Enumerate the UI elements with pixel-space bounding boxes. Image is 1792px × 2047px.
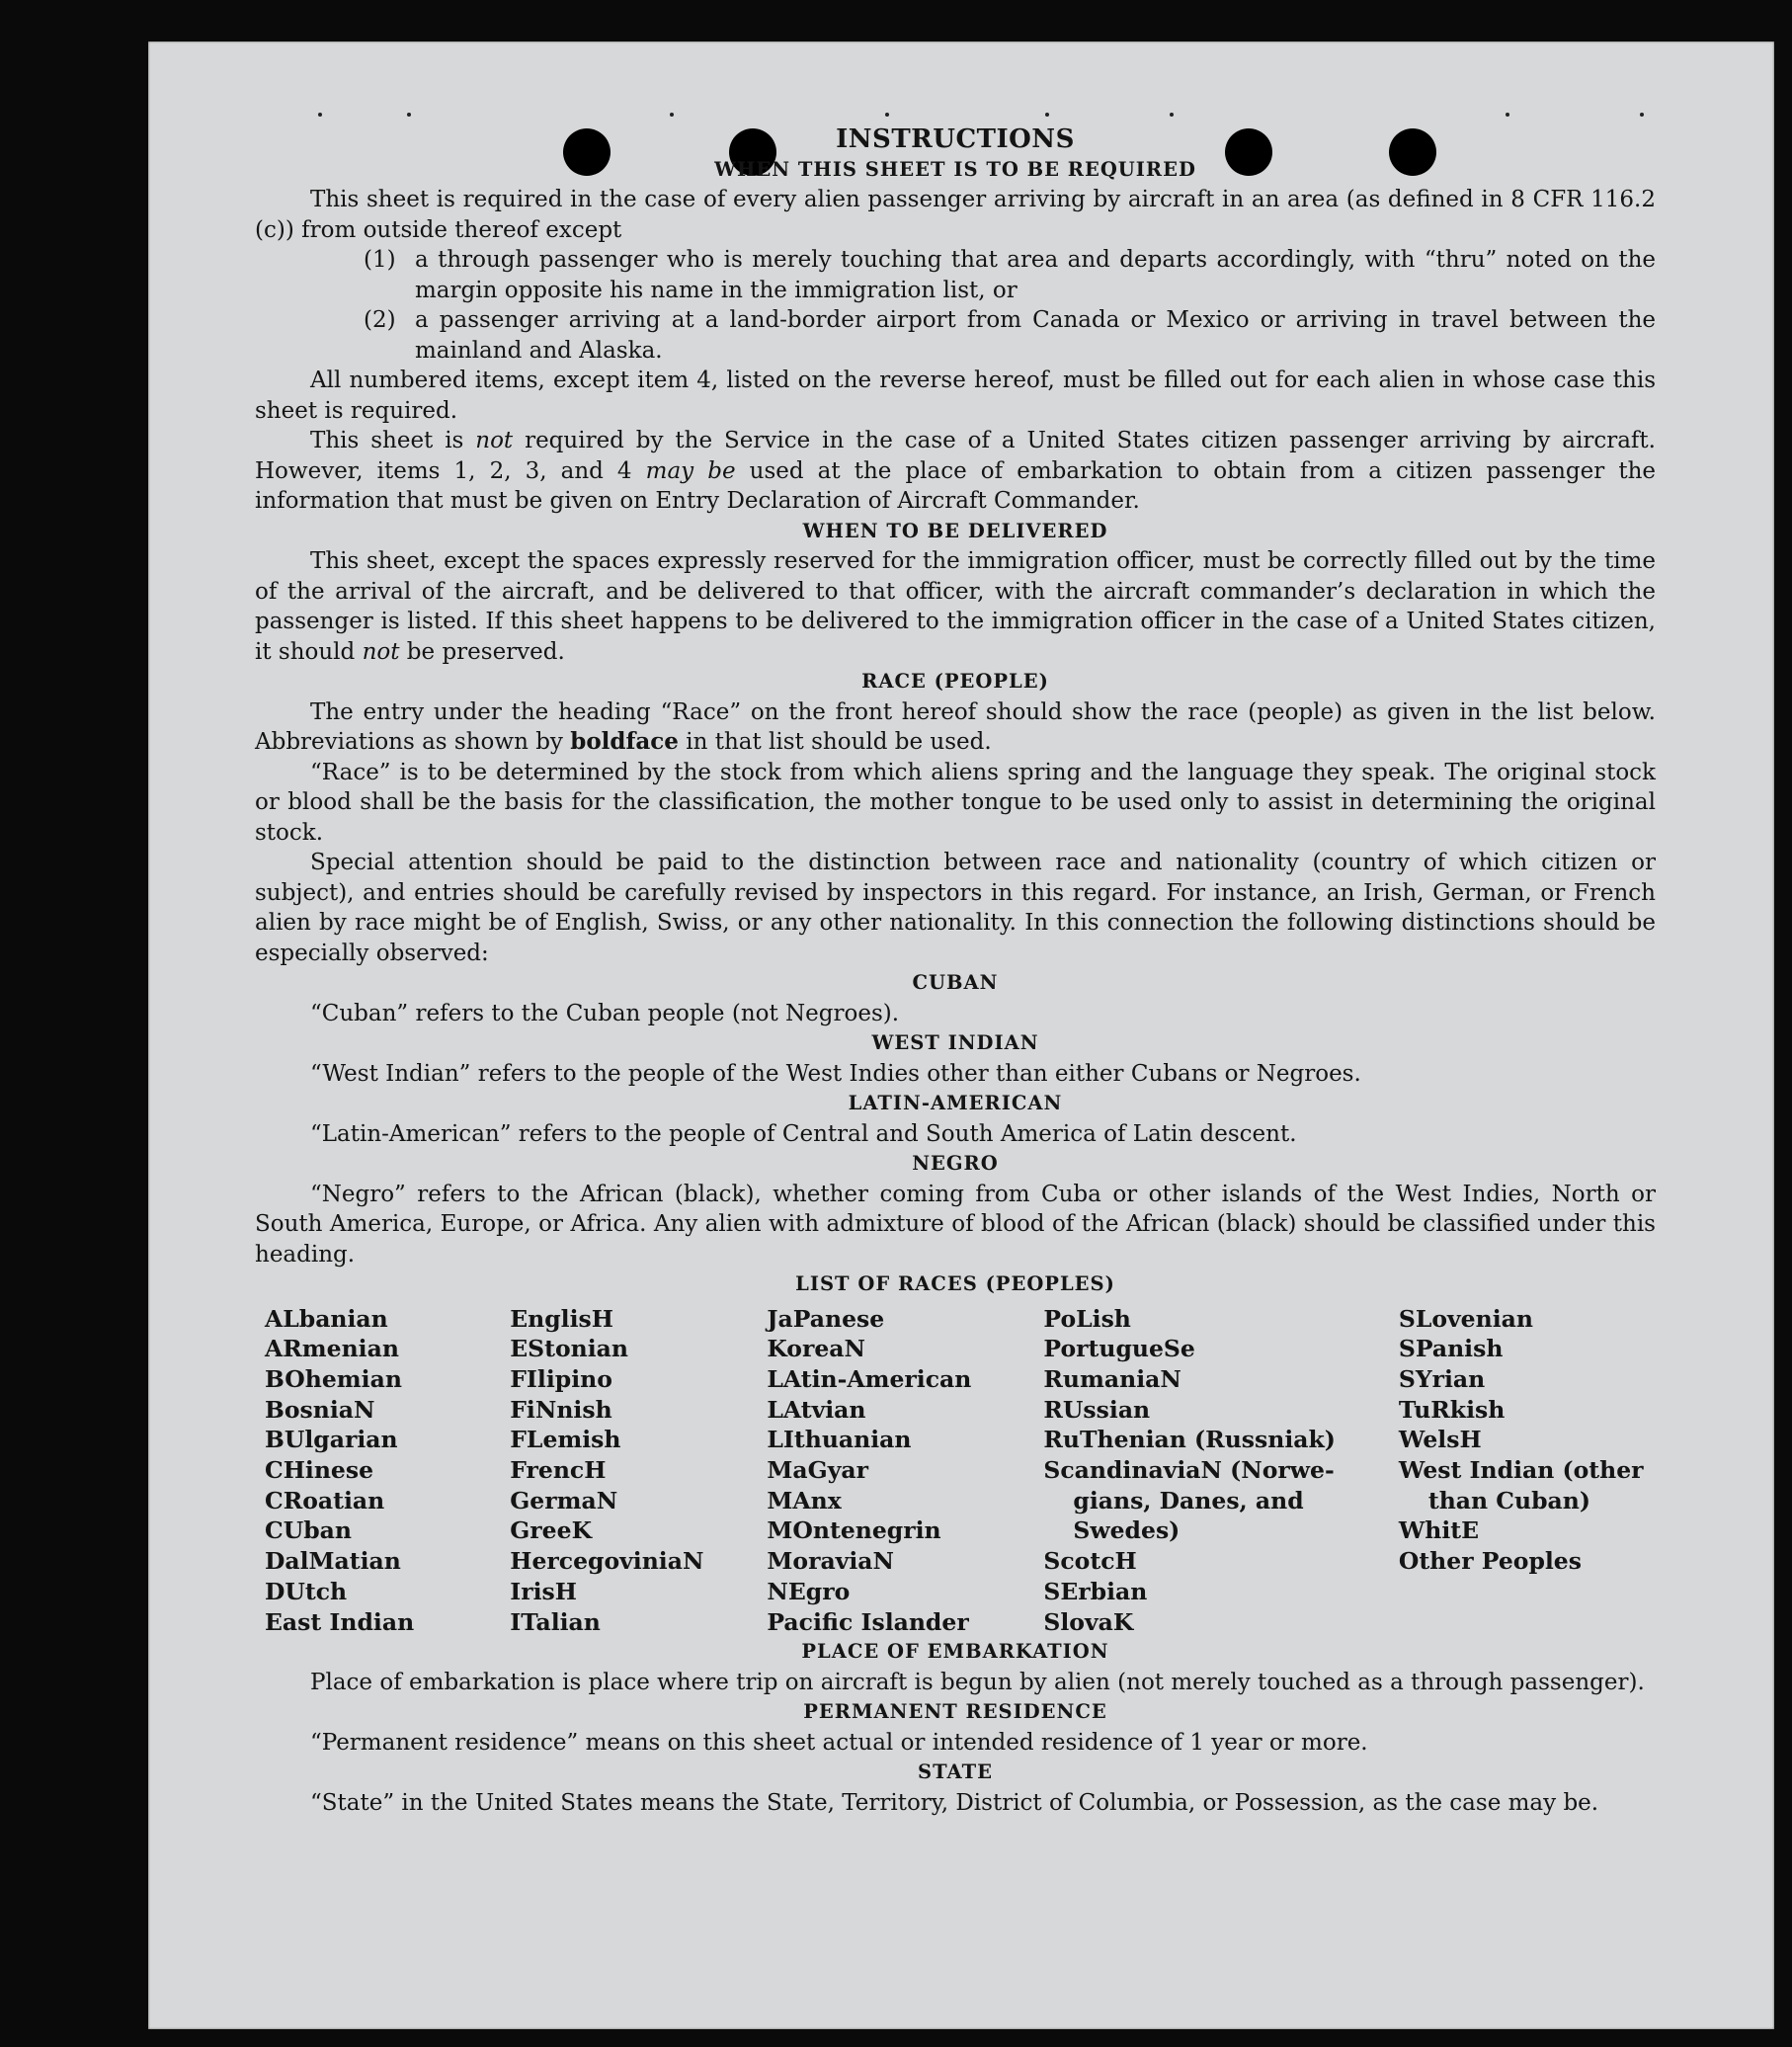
race-entry: MoraviaN <box>767 1547 894 1576</box>
section-heading: CUBAN <box>912 971 999 994</box>
race-entry: ALbanian <box>265 1304 388 1333</box>
race-entry: MOntenegrin <box>767 1516 941 1545</box>
paragraph: “Race” is to be determined by the stock from which aliens spring and the language they speak. The original stock or blood shall be the basis for the classification, the mother tongue to be used only to assist in determining the original stock. <box>255 759 1656 846</box>
race-entry: Swedes) <box>1073 1516 1181 1545</box>
race-entry: DalMatian <box>265 1547 401 1576</box>
race-entry: CUban <box>265 1516 352 1545</box>
section-heading: RACE (PEOPLE) <box>861 670 1049 693</box>
race-entry: LAtin-American <box>767 1364 972 1393</box>
race-entry: DUtch <box>265 1577 348 1605</box>
numbered-item <box>255 305 1656 366</box>
race-entry: than Cuban) <box>1427 1486 1590 1515</box>
race-entry: TuRkish <box>1398 1395 1506 1424</box>
paragraph: “Cuban” refers to the Cuban people (not Negroes). <box>310 1000 900 1026</box>
section-heading: LATIN-AMERICAN <box>848 1092 1063 1114</box>
race-entry: ARmenian <box>265 1335 399 1363</box>
section-heading: WEST INDIAN <box>871 1031 1039 1054</box>
race-entry: GreeK <box>510 1516 593 1545</box>
speck <box>885 113 889 117</box>
race-entry: SLovenian <box>1398 1304 1533 1333</box>
paragraph: The entry under the heading “Race” on the front hereof should show the race (people) as given in the list below. Abbreviations as shown by boldface in that list should be used. <box>255 698 1656 755</box>
paragraph: Special attention should be paid to the distinction between race and nationality (country of which citizen or subject), and entries should be carefully revised by inspectors in this regard. For instance, an Irish, German, or French alien by race might be of English, Swiss, or any other nationality. In this connection the following distinctions should be especially observed: <box>255 850 1656 966</box>
paragraph: “Negro” refers to the African (black), whether coming from Cuba or other islands of the West Indies, North or South America, Europe, or Africa. Any alien with admixture of blood of the African (black) should be classified under this heading. <box>255 1181 1656 1268</box>
paragraph: This sheet is required in the case of every alien passenger arriving by aircraft in an area (as defined in 8 CFR 116.2 (c)) from outside thereof except <box>255 187 1656 243</box>
race-entry: SPanish <box>1398 1335 1504 1363</box>
section-heading: PLACE OF EMBARKATION <box>801 1640 1109 1664</box>
speck <box>670 113 674 117</box>
race-column <box>1043 1304 1398 1638</box>
race-entry: FrencH <box>510 1456 607 1485</box>
race-entry: IrisH <box>510 1577 577 1605</box>
item-number: (1) <box>364 247 396 273</box>
race-column <box>767 1304 1043 1638</box>
race-entry: MAnx <box>767 1486 842 1515</box>
race-entry: SErbian <box>1043 1577 1148 1605</box>
race-entry: LIthuanian <box>767 1426 912 1454</box>
race-entry: FiNnish <box>510 1395 612 1424</box>
race-column <box>1399 1304 1656 1638</box>
race-entry: LAtvian <box>767 1395 866 1424</box>
race-entry: BOhemian <box>265 1364 402 1393</box>
speck <box>1045 113 1049 117</box>
section-heading: LIST OF RACES (PEOPLES) <box>795 1272 1115 1295</box>
paragraph: “State” in the United States means the State, Territory, District of Columbia, or Possession, as the case may be. <box>310 1789 1599 1816</box>
section-heading: STATE <box>918 1760 993 1784</box>
race-entry: BosniaN <box>265 1395 375 1424</box>
section-heading: NEGRO <box>912 1152 999 1175</box>
item-number: (2) <box>364 307 396 333</box>
paragraph: All numbered items, except item 4, listed on the reverse hereof, must be filled out for each alien in whose case this sheet is required. <box>255 368 1656 424</box>
race-entry: East Indian <box>265 1607 415 1636</box>
speck <box>1170 113 1174 117</box>
race-entry: ScandinaviaN (Norwe- <box>1043 1456 1335 1485</box>
race-entry: West Indian (other <box>1398 1456 1644 1485</box>
race-entry: FLemish <box>510 1426 621 1454</box>
numbered-item <box>255 245 1656 305</box>
section-heading: PERMANENT RESIDENCE <box>803 1700 1107 1724</box>
race-entry: RUssian <box>1043 1395 1151 1424</box>
paragraph: “Permanent residence” means on this sheet actual or intended residence of 1 year or more. <box>310 1729 1368 1756</box>
instructions-text <box>255 124 1656 1818</box>
race-entry: BUlgarian <box>265 1426 398 1454</box>
race-entry: Pacific Islander <box>767 1607 969 1636</box>
race-column <box>265 1304 510 1638</box>
speck <box>1640 113 1644 117</box>
paragraph: Place of embarkation is place where trip on aircraft is begun by alien (not merely touched as a through passenger). <box>310 1669 1645 1695</box>
race-entry: gians, Danes, and <box>1073 1486 1304 1515</box>
race-entry: HercegoviniaN <box>510 1547 704 1576</box>
page-title: INSTRUCTIONS <box>836 124 1075 154</box>
race-entry: JaPanese <box>767 1304 885 1333</box>
race-entry: ScotcH <box>1043 1547 1137 1576</box>
race-entry: GermaN <box>510 1486 618 1515</box>
paragraph: This sheet is not required by the Service in the case of a United States citizen passenger arriving by aircraft. However, items 1, 2, 3, and 4 may be used at the place of embarkation to obtain from a citizen passenger the information that must be given on Entry Declaration of Aircraft Commander. <box>255 428 1656 514</box>
item-text: a through passenger who is merely touching that area and departs accordingly, with “thru” noted on the margin opposite his name in the immigration list, or <box>415 247 1656 303</box>
race-entry: RumaniaN <box>1043 1364 1181 1393</box>
race-entry: RuThenian (Russniak) <box>1043 1426 1336 1454</box>
race-entry: WelsH <box>1398 1426 1482 1454</box>
race-entry: KoreaN <box>767 1335 866 1363</box>
item-text: a passenger arriving at a land-border airport from Canada or Mexico or arriving in travel between the mainland and Alaska. <box>415 307 1656 364</box>
race-entry: PoLish <box>1043 1304 1131 1333</box>
race-entry: CHinese <box>265 1456 374 1485</box>
race-entry: MaGyar <box>767 1456 868 1485</box>
paragraph: This sheet, except the spaces expressly reserved for the immigration officer, must be correctly filled out by the time of the arrival of the aircraft, and be delivered to that officer, with the aircraft commander’s declaration in which the passenger is listed. If this sheet happens to be delivered to the immigration officer in the case of a United States citizen, it should not be preserved. <box>255 548 1656 665</box>
speck <box>1506 113 1509 117</box>
race-entry: EStonian <box>510 1335 628 1363</box>
race-entry: EnglisH <box>510 1304 613 1333</box>
race-entry: CRoatian <box>265 1486 385 1515</box>
race-entry: WhitE <box>1398 1516 1480 1545</box>
race-entry: SYrian <box>1398 1364 1486 1393</box>
race-list <box>265 1304 1656 1638</box>
race-column <box>510 1304 767 1638</box>
speck <box>318 113 322 117</box>
race-entry: FIlipino <box>510 1364 612 1393</box>
race-entry: ITalian <box>510 1607 601 1636</box>
race-entry: NEgro <box>767 1577 851 1605</box>
race-entry: Other Peoples <box>1398 1547 1582 1576</box>
speck <box>407 113 411 117</box>
race-entry: SlovaK <box>1043 1607 1134 1636</box>
section-heading: WHEN TO BE DELIVERED <box>802 519 1108 542</box>
paragraph: “Latin-American” refers to the people of Central and South America of Latin descent. <box>310 1120 1297 1147</box>
paragraph: “West Indian” refers to the people of the West Indies other than either Cubans or Negroes. <box>310 1060 1361 1087</box>
race-entry: PortugueSe <box>1043 1335 1195 1363</box>
section-heading: WHEN THIS SHEET IS TO BE REQUIRED <box>714 157 1196 181</box>
